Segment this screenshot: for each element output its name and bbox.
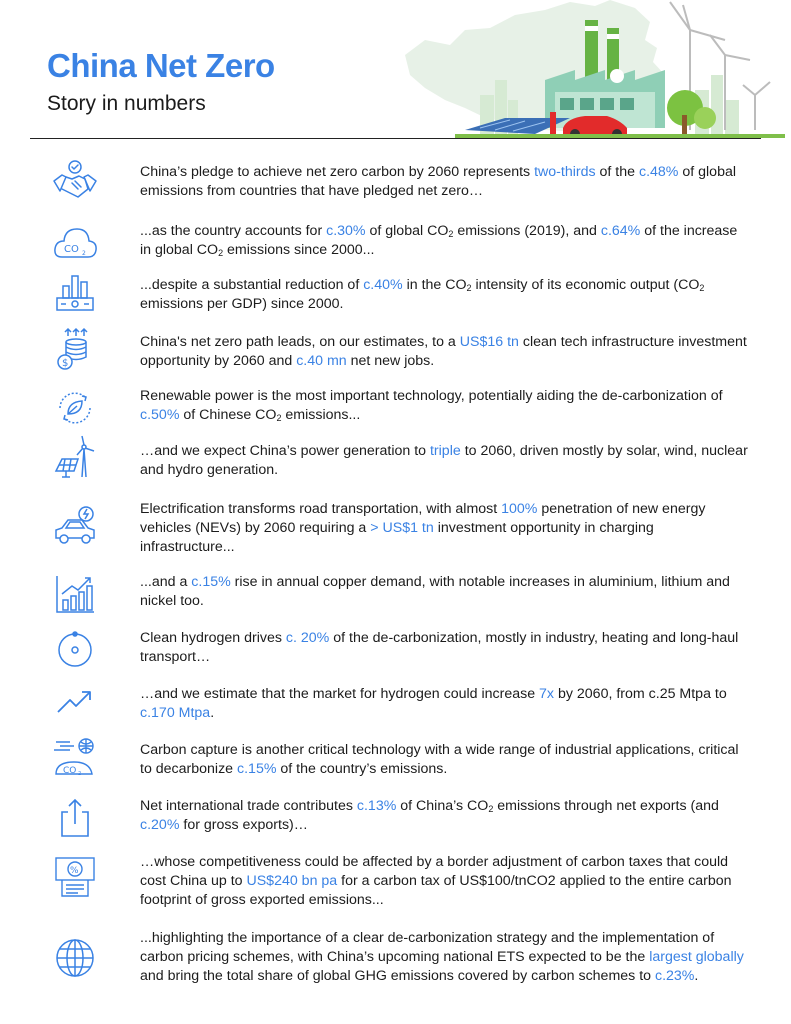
subscript: 2 <box>699 283 705 293</box>
text-run: emissions since 2000... <box>223 242 375 258</box>
text-run: of the <box>595 164 639 180</box>
coins-growth-icon <box>52 326 98 370</box>
text-run: to 2060, driven mostly by solar, wind, nuclear and hydro generation. <box>140 443 748 478</box>
text-run: emissions per GDP) since 2000. <box>140 296 344 312</box>
solar-wind-icon <box>52 435 98 479</box>
svg-text:2: 2 <box>82 250 86 257</box>
text-run: ...despite a substantial reduction of <box>140 277 364 293</box>
text-run: rise in annual copper demand, with notable increases in aluminium, lithium and nickel too. <box>140 574 730 609</box>
text-run: of China’s CO <box>396 798 489 814</box>
text-run: of the de-carbonization, mostly in industry, heating and long-haul transport… <box>140 630 739 665</box>
text-run: of the increase in global CO <box>140 223 738 258</box>
globe-icon <box>52 936 98 980</box>
text-run: of Chinese CO <box>179 407 277 423</box>
text-run: emissions (2019), and <box>453 223 601 239</box>
carbon-capture-icon <box>52 736 98 780</box>
item-text <box>140 500 750 557</box>
money-chart-icon <box>52 268 98 312</box>
co2-cloud-icon <box>52 219 98 263</box>
highlight-figure: c.23% <box>654 968 695 984</box>
text-run: Carbon capture is another critical technology with a wide range of industrial applications, critical to decarbonize <box>140 742 739 777</box>
highlight-figure: c.40 mn <box>296 353 347 369</box>
text-run: clean tech infrastructure investment opportunity by 2060 and <box>140 334 747 369</box>
highlight-figure: c.15% <box>237 761 277 777</box>
highlight-figure: c. 20% <box>285 630 330 646</box>
item-text <box>140 222 750 260</box>
text-run: by 2060, from c.25 Mtpa to <box>554 686 727 702</box>
subscript: 2 <box>466 283 472 293</box>
page-title: China Net Zero <box>47 47 275 84</box>
svg-text:$: $ <box>62 358 69 369</box>
svg-text:CO: CO <box>64 244 79 255</box>
item-text <box>140 333 750 371</box>
item-text <box>140 163 750 201</box>
text-run: …and we expect China’s power generation to <box>140 443 430 459</box>
highlight-figure: c.170 Mtpa <box>140 705 211 721</box>
text-run: China's net zero path leads, on our estimates, to a <box>140 334 460 350</box>
highlight-figure: c.30% <box>326 223 366 239</box>
export-icon <box>52 796 98 840</box>
highlight-figure: c.64% <box>600 223 641 239</box>
text-run: penetration of new energy vehicles (NEVs) by 2060 requiring a <box>140 501 706 536</box>
item-text <box>140 929 750 986</box>
text-run: and bring the total share of global GHG emissions covered by carbon schemes to <box>140 968 655 984</box>
highlight-figure: US$240 bn pa <box>246 873 338 889</box>
text-run: of global CO <box>365 223 449 239</box>
highlight-figure: 7x <box>539 686 555 702</box>
subscript: 2 <box>276 413 282 423</box>
item-text <box>140 797 750 835</box>
text-run: emissions... <box>281 407 361 423</box>
item-text <box>140 387 750 425</box>
item-text <box>140 573 750 611</box>
text-run: of global emissions from countries that have pledged net zero… <box>140 164 737 199</box>
text-run: Clean hydrogen drives <box>140 630 286 646</box>
renewable-leaf-icon <box>52 386 98 430</box>
item-text <box>140 276 750 314</box>
growth-bars-icon <box>52 572 98 616</box>
text-run: China’s pledge to achieve net zero carbon by 2060 represents <box>140 164 535 180</box>
highlight-figure: c.40% <box>363 277 403 293</box>
electric-car-icon <box>52 504 98 548</box>
text-run: …and we estimate that the market for hydrogen could increase <box>140 686 540 702</box>
highlight-figure: largest globally <box>649 949 744 965</box>
text-run: Renewable power is the most important technology, potentially aiding the de-carbonization of <box>140 388 723 404</box>
text-run: for gross exports)… <box>179 817 308 833</box>
text-run: in the CO <box>402 277 467 293</box>
text-run: ...and a <box>140 574 192 590</box>
text-run: net new jobs. <box>346 353 435 369</box>
text-run: ...highlighting the importance of a clear de-carbonization strategy and the implementation of carbon pricing schemes, with China’s upcoming national ETS expected to be the <box>140 930 715 965</box>
page-subtitle: Story in numbers <box>47 92 206 115</box>
text-run: Electrification transforms road transportation, with almost <box>140 501 502 517</box>
trend-up-icon <box>52 680 98 724</box>
hydrogen-atom-icon <box>52 627 98 671</box>
item-text <box>140 629 750 667</box>
text-run: . <box>694 968 699 984</box>
highlight-figure: c.20% <box>140 817 180 833</box>
subscript: 2 <box>448 229 454 239</box>
svg-text:2: 2 <box>78 771 82 777</box>
text-run: . <box>210 705 215 721</box>
highlight-figure: > US$1 tn <box>370 520 434 536</box>
text-run: for a carbon tax of US$100/tnCO2 applied to the entire carbon footprint of gross exported emissions... <box>140 873 732 908</box>
highlight-figure: 100% <box>501 501 538 517</box>
highlight-figure: c.50% <box>140 407 180 423</box>
subscript: 2 <box>218 248 224 258</box>
highlight-figure: c.15% <box>191 574 231 590</box>
text-run: Net international trade contributes <box>140 798 357 814</box>
highlight-figure: c.13% <box>356 798 397 814</box>
item-text <box>140 685 750 723</box>
item-text <box>140 442 750 480</box>
text-run: intensity of its economic output (CO <box>471 277 700 293</box>
text-run: …whose competitiveness could be affected by a border adjustment of carbon taxes that could cost China up to <box>140 854 729 889</box>
item-text <box>140 741 750 779</box>
handshake-icon <box>52 159 98 203</box>
tax-document-icon <box>52 854 98 898</box>
item-text <box>140 853 750 910</box>
subscript: 2 <box>488 804 494 814</box>
text-run: ...as the country accounts for <box>140 223 327 239</box>
highlight-figure: triple <box>429 443 461 459</box>
text-run: emissions through net exports (and <box>493 798 719 814</box>
svg-text:CO: CO <box>63 766 77 776</box>
highlight-figure: c.48% <box>638 164 679 180</box>
text-run: investment opportunity in charging infrastructure... <box>140 520 654 555</box>
svg-text:%: % <box>70 866 79 876</box>
highlight-figure: US$16 tn <box>459 334 519 350</box>
highlight-figure: two-thirds <box>534 164 596 180</box>
text-run: of the country’s emissions. <box>276 761 448 777</box>
